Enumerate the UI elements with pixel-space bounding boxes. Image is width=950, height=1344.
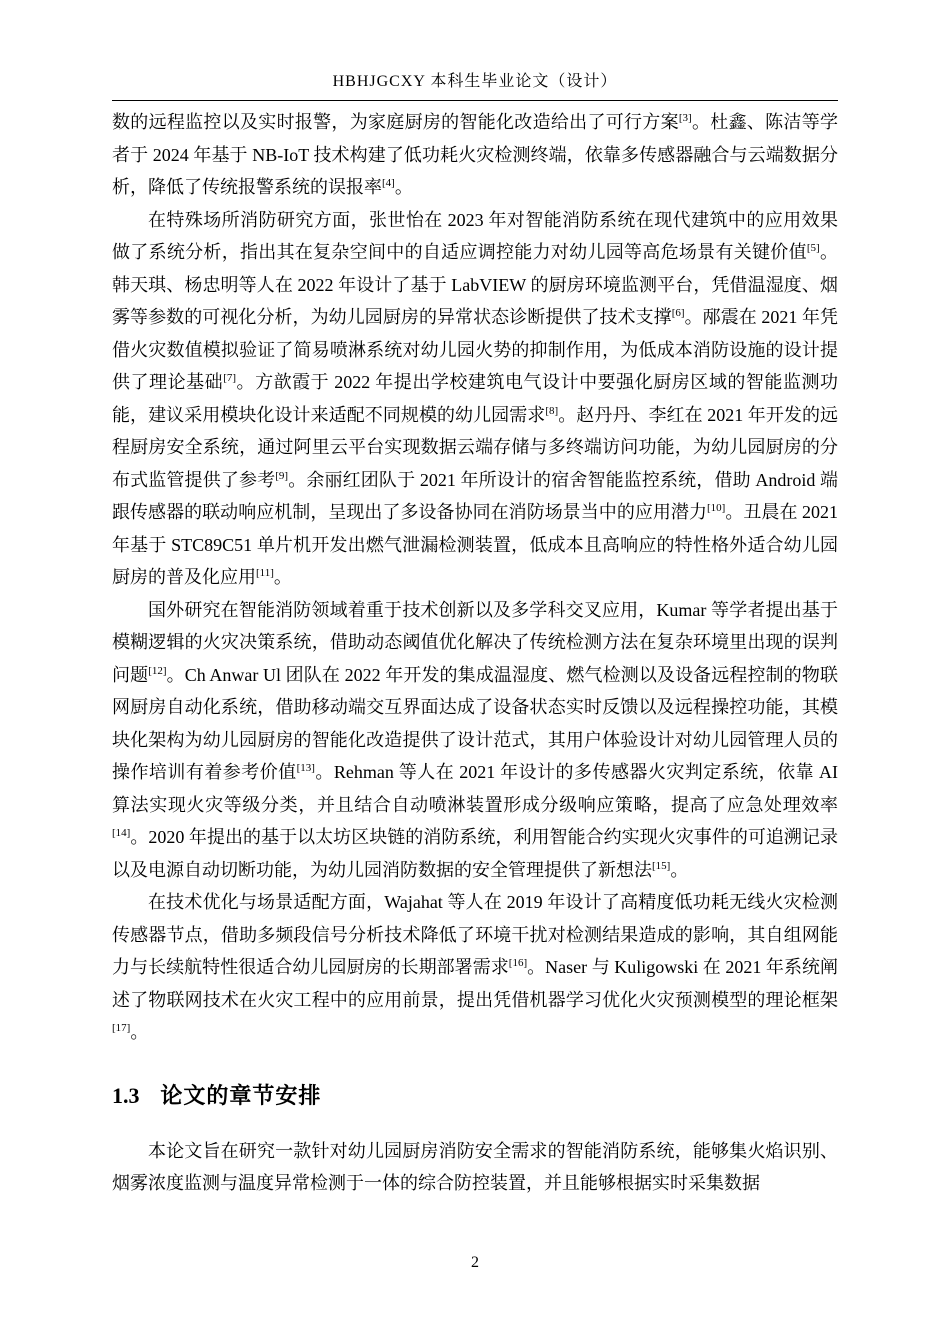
citation-ref: [10]	[707, 502, 726, 514]
text-run: 。	[394, 177, 413, 197]
page-body	[112, 106, 838, 1200]
text-run: 在技术优化与场景适配方面，Wajahat 等人在 2019 年设计了高精度低功耗无线火灾检测传感器节点，借助多频段信号分析技术降低了环境干扰对检测结果造成的影响，其自组网能力与长续航特性很适合幼儿园厨房的长期部署需求	[112, 892, 838, 977]
citation-ref: [16]	[508, 957, 528, 969]
citation-ref: [14]	[112, 827, 131, 839]
text-run: 。2020 年提出的基于以太坊区块链的消防系统，利用智能合约实现火灾事件的可追溯记录以及电源自动切断功能，为幼儿园消防数据的安全管理提供了新想法	[112, 827, 838, 880]
text-run: 。Rehman 等人在 2021 年设计的多传感器火灾判定系统，依靠 AI 算法实现火灾等级分类，并且结合自动喷淋装置形成分级响应策略，提高了应急处理效率	[112, 762, 838, 815]
citation-ref: [12]	[148, 664, 167, 677]
text-run: 。邴震在 2021 年凭借火灾数值模拟验证了简易喷淋系统对幼儿园火势的抑制作用，为低成本消防设施的设计提供了理论基础	[112, 307, 839, 392]
citation-ref: [6]	[671, 307, 685, 319]
citation-ref: [13]	[296, 762, 315, 774]
text-run: 。杜鑫、陈洁等学者于 2024 年基于 NB-IoT 技术构建了低功耗火灾检测终端，依靠多传感器融合与云端数据分析，降低了传统报警系统的误报率	[112, 112, 839, 197]
text-run: 。丑晨在 2021 年基于 STC89C51 单片机开发出燃气泄漏检测装置，低成本且高响应的特性格外适合幼儿园厨房的普及化应用	[112, 502, 839, 587]
citation-ref: [8]	[545, 404, 559, 417]
paragraph	[112, 594, 838, 887]
page-footer	[0, 1254, 950, 1272]
text-run: 。Ch Anwar Ul 团队在 2022 年开发的集成温湿度、燃气检测以及设备远程控制的物联网厨房自动化系统，借助移动端交互界面达成了设备状态实时反馈以及远程操控功能，其模块化架构为幼儿园厨房的智能化改造提供了设计范式，其用户体验设计对幼儿园管理人员的操作培训有着参考价值	[112, 664, 838, 782]
text-run: 。赵丹丹、李红在 2021 年开发的远程厨房安全系统，通过阿里云平台实现数据云端存储与多终端访问功能，为幼儿园厨房的分布式监管提供了参考	[112, 404, 839, 490]
text-run: 。Naser 与 Kuligowski 在 2021 年系统阐述了物联网技术在火灾工程中的应用前景，提出凭借机器学习优化火灾预测模型的理论框架	[112, 957, 839, 1010]
citation-ref: [4]	[382, 177, 395, 189]
body-paragraphs-before-heading	[112, 106, 838, 1049]
text-run: 国外研究在智能消防领域着重于技术创新以及多学科交叉应用，Kumar 等学者提出基于模糊逻辑的火灾决策系统，借助动态阈值优化解决了传统检测方法在复杂环境里出现的误判问题	[112, 599, 838, 685]
citation-ref: [5]	[806, 242, 820, 254]
citation-ref: [11]	[256, 567, 274, 579]
text-run: 。	[670, 859, 689, 880]
page-header	[112, 0, 838, 101]
header-title: HBHJGCXY 本科生毕业论文（设计）	[112, 68, 838, 101]
paragraph	[112, 886, 838, 1049]
paragraph	[112, 106, 838, 204]
text-run: 数的远程监控以及实时报警，为家庭厨房的智能化改造给出了可行方案	[112, 112, 679, 132]
text-run: 本论文旨在研究一款针对幼儿园厨房消防安全需求的智能消防系统，能够集火焰识别、烟雾浓度监测与温度异常检测于一体的综合防控装置，并且能够根据实时采集数据	[112, 1140, 838, 1193]
text-run: 在特殊场所消防研究方面，张世怡在 2023 年对智能消防系统在现代建筑中的应用效果做了系统分析，指出其在复杂空间中的自适应调控能力对幼儿园等高危场景有关键价值	[112, 209, 838, 262]
citation-ref: [15]	[652, 859, 671, 872]
text-run: 。	[130, 1022, 149, 1042]
text-run: 。方歆霞于 2022 年提出学校建筑电气设计中要强化厨房区域的智能监测功能，建议采用模块化设计来适配不同规模的幼儿园需求	[112, 372, 838, 425]
paragraph	[112, 204, 838, 594]
text-run: 。韩天琪、杨忠明等人在 2022 年设计了基于 LabVIEW 的厨房环境监测平台，凭借温湿度、烟雾等参数的可视化分析，为幼儿园厨房的异常状态诊断提供了技术支撑	[112, 242, 839, 327]
citation-ref: [9]	[275, 469, 289, 482]
page-number: 2	[471, 1254, 479, 1271]
text-run: 。	[273, 567, 292, 587]
section-title: 论文的章节安排	[160, 1082, 322, 1108]
citation-ref: [17]	[112, 1022, 131, 1034]
section-heading	[112, 1081, 838, 1111]
section-number: 1.3	[112, 1082, 140, 1108]
citation-ref: [3]	[678, 112, 692, 124]
text-run: 。余丽红团队于 2021 年所设计的宿舍智能监控系统，借助 Android 端跟传感器的联动响应机制，呈现出了多设备协同在消防场景当中的应用潜力	[112, 469, 838, 522]
body-paragraphs-after-heading	[112, 1135, 838, 1200]
paragraph	[112, 1135, 838, 1200]
citation-ref: [7]	[223, 372, 237, 384]
